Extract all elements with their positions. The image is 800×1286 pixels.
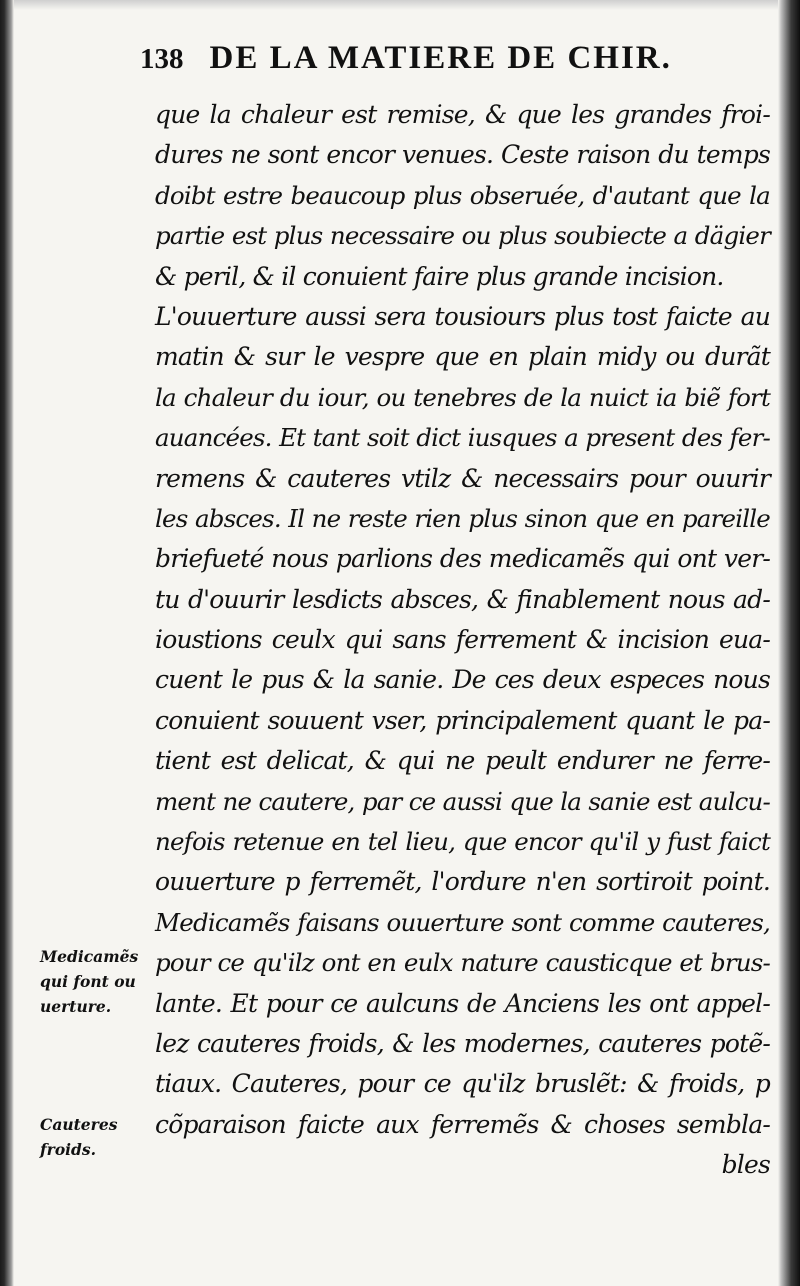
catchword: bles xyxy=(721,1150,770,1180)
text-line: que la chaleur est remise, & que les grandes froi- xyxy=(155,100,770,129)
text-line: la chaleur du iour, ou tenebres de la nuict ia biẽ fort xyxy=(155,382,770,412)
marginal-note-line: qui font ou xyxy=(40,972,136,991)
text-line: nefois retenue en tel lieu, que encor qu'il y fust faict xyxy=(155,827,770,857)
marginal-note-cauteres xyxy=(40,1112,152,1162)
text-line: conuient souuent vser, principalement quant le pa- xyxy=(155,705,770,735)
running-head xyxy=(140,40,780,84)
text-line: lez cauteres froids, & les modernes, cauteres potẽ- xyxy=(155,1028,770,1058)
text-line: L'ouuerture aussi sera tousiours plus tost faicte au xyxy=(155,301,770,331)
text-line: matin & sur le vespre que en plain midy ou durãt xyxy=(155,342,770,372)
running-head-title: DE LA MATIERE DE CHIR. xyxy=(209,40,672,76)
marginal-note-line: froids. xyxy=(40,1140,97,1159)
text-line: ouuerture p ferremẽt, l'ordure n'en sortiroit point. xyxy=(155,867,770,897)
text-line: pour ce qu'ilz ont en eulx nature causticque et brus- xyxy=(155,948,770,978)
text-line: Medicamẽs faisans ouuerture sont comme cauteres, xyxy=(155,907,770,937)
marginal-note-line: uerture. xyxy=(40,997,112,1016)
page-top-shadow xyxy=(0,0,800,10)
text-line: auancées. Et tant soit dict iusques a present des fer- xyxy=(155,423,770,453)
text-line: ioustions ceulx qui sans ferrement & incision eua- xyxy=(155,625,770,655)
text-line: briefueté nous parlions des medicamẽs qui ont ver- xyxy=(155,544,770,574)
page-right-shadow xyxy=(778,0,800,1286)
text-line: doibt estre beaucoup plus obseruée, d'autant que la xyxy=(155,180,770,210)
text-line: ment ne cautere, par ce aussi que la sanie est aulcu- xyxy=(155,786,770,816)
page-number: 138 xyxy=(140,43,184,75)
marginal-note-medicaments xyxy=(40,944,152,1019)
text-line: partie est plus necessaire ou plus soubiecte a dägier xyxy=(155,221,770,251)
marginal-note-line: Medicamẽs xyxy=(40,947,139,966)
marginal-note-line: Cauteres xyxy=(40,1115,118,1134)
page-left-shadow xyxy=(0,0,14,1286)
text-line: cuent le pus & la sanie. De ces deux especes nous xyxy=(155,665,770,695)
body-text xyxy=(155,95,770,1186)
text-line: tu d'ouurir lesdicts absces, & finablement nous ad- xyxy=(155,584,770,614)
text-line: tiaux. Cauteres, pour ce qu'ilz bruslẽt: & froids, p xyxy=(155,1069,770,1099)
text-line: dures ne sont encor venues. Ceste raison du temps xyxy=(155,140,770,170)
text-line: remens & cauteres vtilz & necessairs pour ouurir xyxy=(155,463,770,493)
text-line: cõparaison faicte aux ferremẽs & choses sembla- xyxy=(155,1109,770,1139)
text-line: les absces. Il ne reste rien plus sinon que en pareille xyxy=(155,503,770,533)
text-line: tient est delicat, & qui ne peult endurer ne ferre- xyxy=(155,746,770,776)
text-line: lante. Et pour ce aulcuns de Anciens les ont appel- xyxy=(155,988,770,1018)
text-line: & peril, & il conuient faire plus grande incision. xyxy=(155,261,724,291)
